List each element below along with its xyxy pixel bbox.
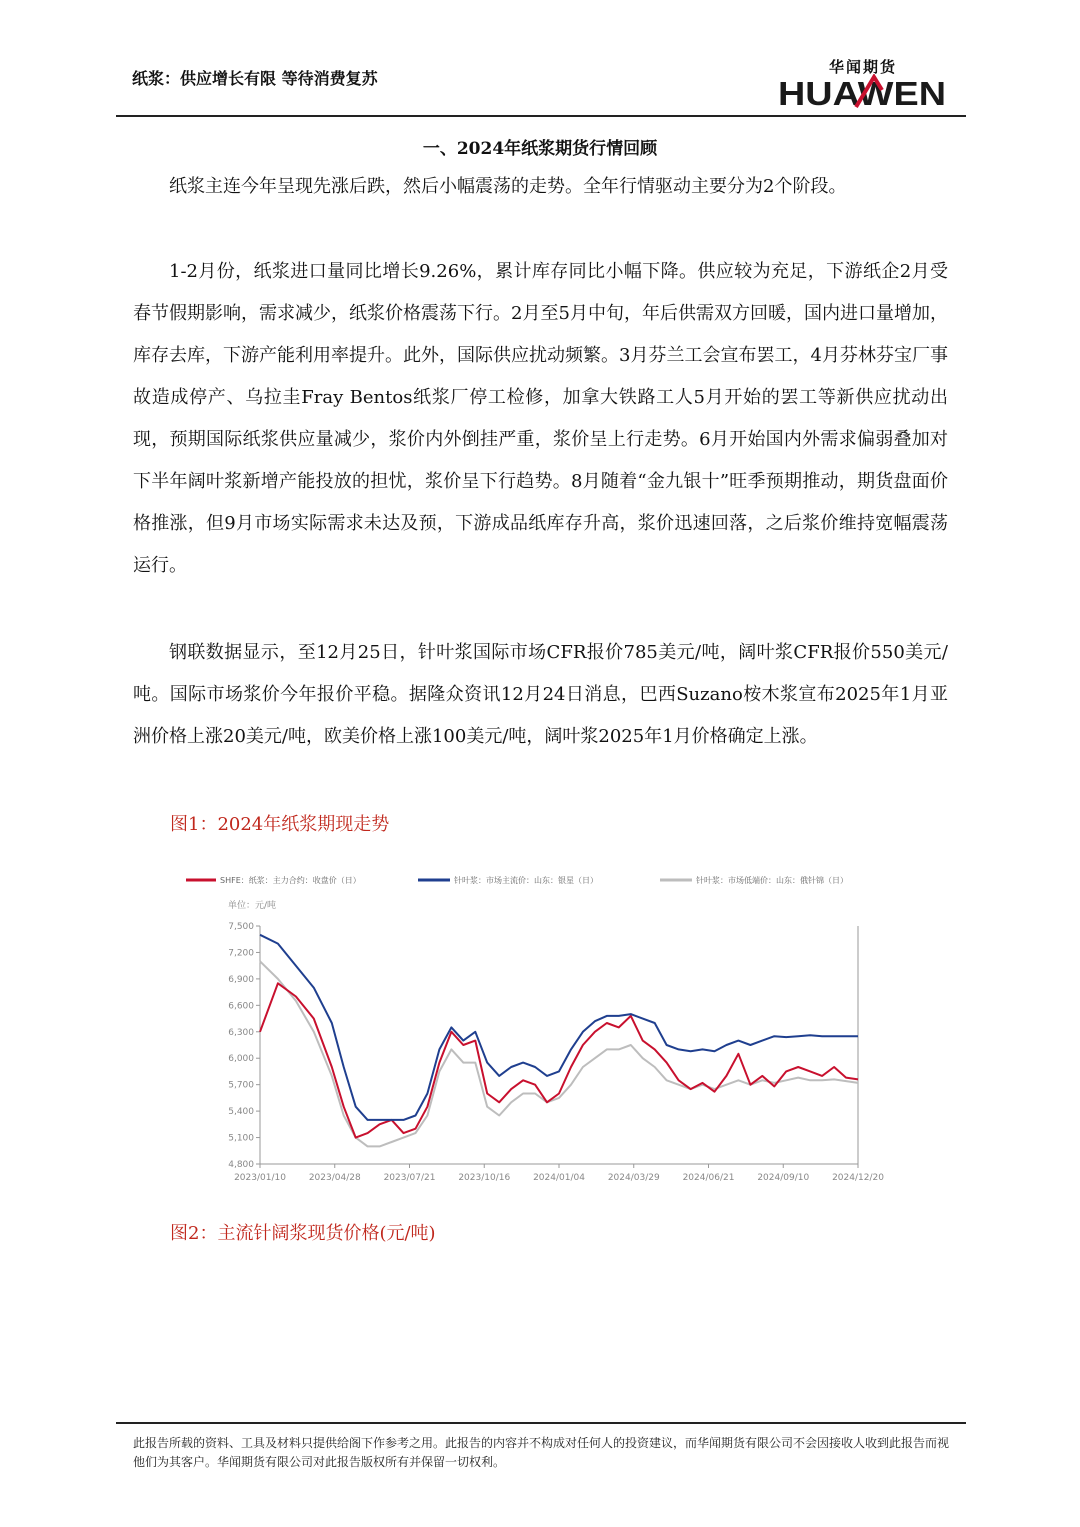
y-tick-label: 5,400: [228, 1107, 254, 1118]
legend-label-needle-mainstream: 针叶浆：市场主流价：山东：银星（日）: [454, 876, 598, 885]
series-lines: [260, 935, 858, 1147]
paragraph-stages: 1-2月份，纸浆进口量同比增长9.26%，累计库存同比小幅下降。供应较为充足，下游纸企2月受春节假期影响，需求减少，纸浆价格震荡下行。2月至5月中旬，年后供需双方回暖，国内进口量增加，库存去库，下游产能利用率提升。此外，国际供应扰动频繁。3月芬兰工会宣布罢工，4月芬林芬宝厂事故造成停产、乌拉圭Fray Bentos纸浆厂停工检修，加拿大铁路工人5月开始的罢工等新供应扰动出现，预期国际纸浆供应量减少，浆价内外倒挂严重，浆价呈上行走势。6月开始国内外需求偏弱叠加对下半年阔叶浆新增产能投放的担忧，浆价呈下行趋势。8月随着“金九银十”旺季预期推动，期货盘面价格推涨，但9月市场实际需求未达及预，下游成品纸库存升高，浆价迅速回落，之后浆价维持宽幅震荡运行。: [133, 261, 948, 576]
header-divider: [116, 115, 966, 117]
y-tick-label: 4,800: [228, 1160, 254, 1170]
x-axis: [234, 1164, 884, 1183]
series-line-red: [260, 983, 858, 1137]
x-tick-label: 2023/04/28: [308, 1173, 361, 1183]
report-title: 纸浆：供应增长有限 等待消费复苏: [132, 69, 378, 88]
footer-divider: [116, 1422, 966, 1424]
disclaimer-footer: 此报告所载的资料、工具及材料只提供给阁下作参考之用。此报告的内容并不构成对任何人的投资建议，而华闻期货有限公司不会因接收人收到此报告而视他们为其客户。华闻期货有限公司对此报告版权所有并保留一切权利。: [133, 1436, 950, 1469]
huawen-logo: [778, 56, 948, 112]
x-tick-label: 2023/07/21: [383, 1173, 436, 1183]
page-header: [116, 56, 966, 116]
series-line-gray: [260, 961, 858, 1146]
x-tick-label: 2024/06/21: [682, 1173, 735, 1183]
x-tick-label: 2024/12/20: [832, 1173, 884, 1183]
y-tick-label: 6,000: [228, 1054, 254, 1065]
x-tick-label: 2024/01/04: [533, 1173, 585, 1183]
figure2-caption: 图2：主流针阔浆现货价格(元/吨): [170, 1223, 436, 1244]
y-tick-label: 5,700: [228, 1080, 254, 1091]
y-axis: [228, 922, 858, 1170]
logo-wordmark: [778, 74, 948, 110]
section-title: 一、2024年纸浆期货行情回顾: [422, 139, 658, 159]
figure1-caption: 图1：2024年纸浆期现走势: [170, 814, 390, 835]
y-tick-label: 6,900: [228, 974, 254, 985]
y-tick-label: 7,500: [228, 922, 254, 932]
x-tick-label: 2023/10/16: [458, 1173, 511, 1183]
y-tick-label: 7,200: [228, 948, 254, 959]
logo-chinese-name: 华闻期货: [828, 58, 897, 76]
pulp-price-chart: [178, 862, 900, 1197]
paragraph-international-prices: 钢联数据显示，至12月25日，针叶浆国际市场CFR报价785美元/吨，阔叶浆CFR报价550美元/吨。国际市场浆价今年报价平稳。据隆众资讯12月24日消息，巴西Suzano桉木浆宣布2025年1月亚洲价格上涨20美元/吨，欧美价格上涨100美元/吨，阔叶浆2025年1月价格确定上涨。: [133, 642, 948, 747]
y-tick-label: 6,600: [228, 1001, 254, 1012]
x-tick-label: 2023/01/10: [234, 1173, 286, 1183]
legend-label-shfe: SHFE：纸浆：主力合约：收盘价（日）: [220, 876, 361, 885]
logo-wordmark-text: HUAWEN: [778, 75, 946, 110]
y-tick-label: 5,100: [228, 1133, 254, 1144]
chart-unit-label: 单位：元/吨: [228, 901, 277, 911]
y-tick-label: 6,300: [228, 1027, 254, 1038]
x-tick-label: 2024/09/10: [757, 1173, 810, 1183]
x-tick-label: 2024/03/29: [607, 1173, 660, 1183]
legend-label-needle-lowend: 针叶浆：市场低端价：山东：俄针锦（日）: [696, 876, 848, 885]
paragraph-overview: 纸浆主连今年呈现先涨后跌，然后小幅震荡的走势。全年行情驱动主要分为2个阶段。: [169, 176, 847, 197]
